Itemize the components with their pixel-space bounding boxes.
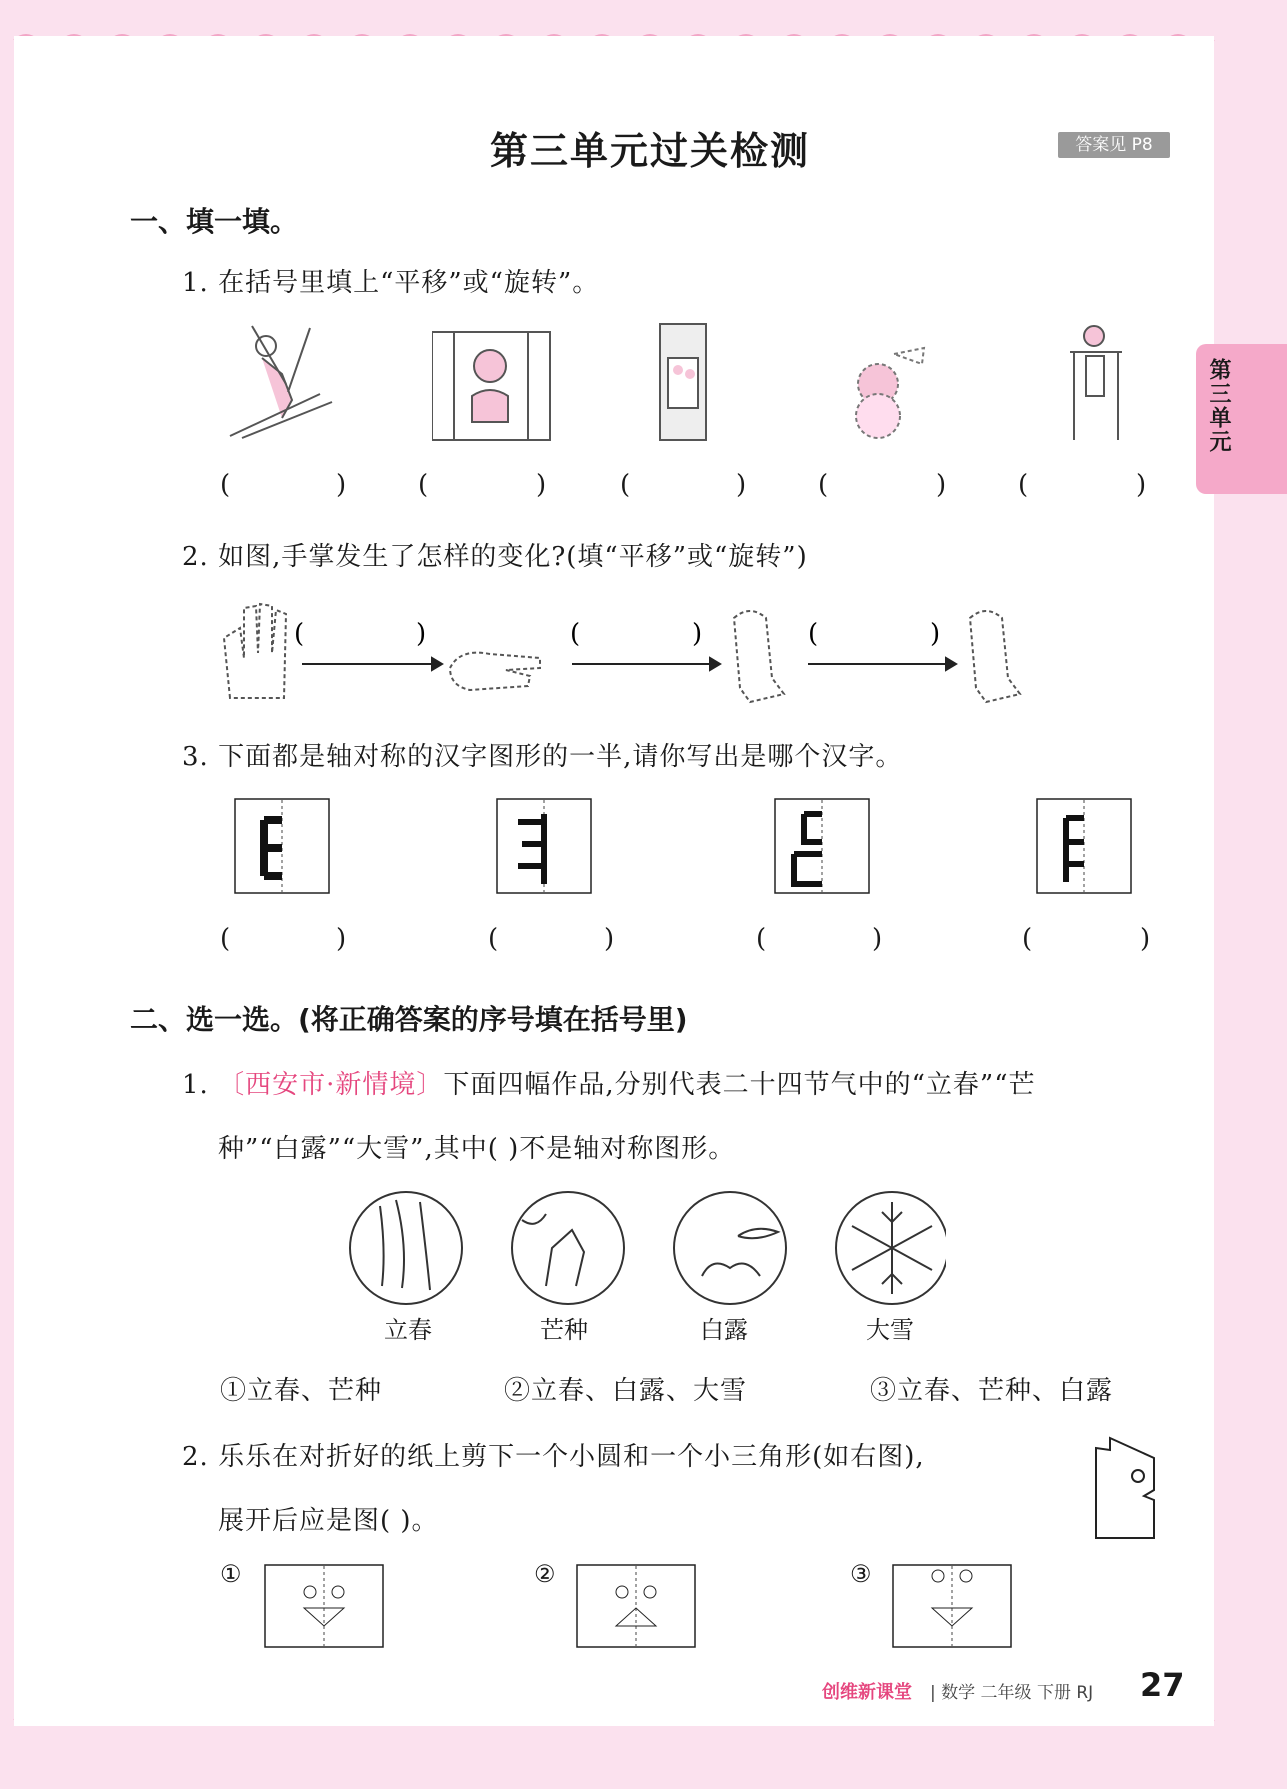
pull-up-boy-image [1066,322,1126,442]
blank-open: ( [1018,470,1029,500]
blank-open: ( [488,924,499,954]
blank-open: ( [220,470,231,500]
palm-transform-diagram [210,598,1050,708]
s1-q2-text: 2. 如图,手掌发生了怎样的变化?(填“平移”或“旋转”) [182,542,808,572]
source-tag: 〔西安市·新情境〕 [218,1070,444,1100]
page-number: 27 [1140,1666,1185,1704]
blank-close: ) [1140,924,1151,954]
s2-q2-line2: 展开后应是图( )。 [218,1506,439,1536]
blank-close: ) [936,470,947,500]
section2-heading: 二、选一选。(将正确答案的序号填在括号里) [130,1003,688,1036]
blank-close: ) [336,470,347,500]
s1-q3-text: 3. 下面都是轴对称的汉字图形的一半,请你写出是哪个汉字。 [182,742,903,772]
s1-q1-text: 1. 在括号里填上“平移”或“旋转”。 [182,268,600,298]
caption-daxue: 大雪 [866,1316,914,1344]
blank-open: ( [620,470,631,500]
blank-close: ) [336,924,347,954]
blank-close: ) [736,470,747,500]
blank-close: ) [872,924,883,954]
half-char-box-4 [1036,798,1132,894]
blank-open: ( [418,470,429,500]
answer-reference-badge: 答案见 P8 [1058,132,1170,158]
blank-open: ( [756,924,767,954]
svg-text:): ) [692,619,703,649]
blank-close: ) [604,924,615,954]
unfolded-option-2 [576,1564,696,1648]
s2-q2-line1: 2. 乐乐在对折好的纸上剪下一个小圆和一个小三角形(如右图), [182,1442,925,1472]
elevator-image [654,322,714,442]
unit-side-tab-label: 第三单元 [1206,358,1231,454]
unfolded-option-1 [264,1564,384,1648]
page-title: 第三单元过关检测 [490,129,811,173]
half-char-box-2 [496,798,592,894]
s2-q1-line1: 1. 〔西安市·新情境〕下面四幅作品,分别代表二十四节气中的“立春”“芒 [182,1070,1036,1100]
svg-text:(: ( [808,619,819,649]
footer-subject: | 数学 二年级 下册 RJ [930,1683,1094,1703]
unfolded-option-3 [892,1564,1012,1648]
half-char-box-1 [234,798,330,894]
blank-open: ( [1022,924,1033,954]
blank-open: ( [220,924,231,954]
choice-label-3: ③ [850,1560,872,1588]
blank-close: ) [1136,470,1147,500]
caption-mangzhong: 芒种 [540,1316,588,1344]
s2-q1-line2: 种”“白露”“大雪”,其中( )不是轴对称图形。 [218,1134,736,1164]
svg-text:): ) [930,619,941,649]
footer-brand: 创维新课堂 [822,1682,912,1703]
option-1: ①立春、芒种 [220,1376,383,1406]
svg-text:(: ( [570,619,581,649]
section1-heading: 一、填一填。 [130,205,299,238]
window-girl-image [432,326,552,446]
option-2: ②立春、白露、大雪 [504,1376,748,1406]
choice-label-1: ① [220,1560,242,1588]
solar-terms-artwork [346,1190,946,1320]
folded-paper-figure [1092,1436,1162,1542]
half-char-box-3 [774,798,870,894]
caption-lichun: 立春 [384,1316,432,1344]
option-3: ③立春、芒种、白露 [870,1376,1114,1406]
spinning-toy-image [834,334,934,444]
skier-image [222,322,342,442]
svg-text:): ) [416,619,427,649]
svg-text:(: ( [294,619,305,649]
blank-close: ) [536,470,547,500]
choice-label-2: ② [534,1560,556,1588]
blank-open: ( [818,470,829,500]
caption-bailu: 白露 [700,1316,748,1344]
